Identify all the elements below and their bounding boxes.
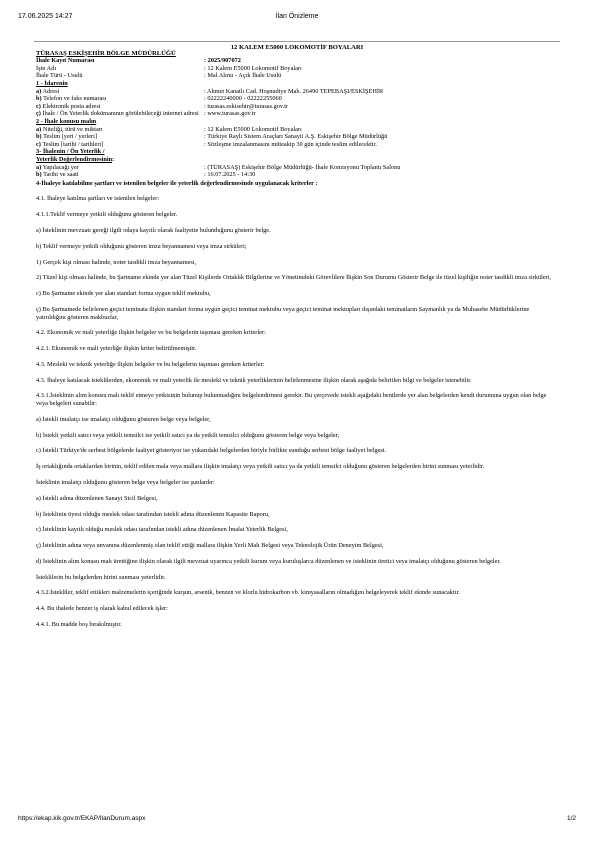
info-value: : Sözleşme imzalanmasını müteakip 30 gün içinde teslim edilecektir.	[204, 140, 377, 148]
section-heading-mal: 2 - İhale konusu malın	[36, 117, 97, 125]
print-page-number: 1/2	[566, 815, 576, 822]
criteria-paragraph: İş ortaklığında ortaklardan birinin, teklif edilen mala veya mallara ilişkin imalatçı veya yetkili satıcı ya da yetkili temsilci olduğunu gösteren belgelerden birini sunması yeterlidir.	[36, 463, 485, 471]
paragraph-spacer	[36, 455, 558, 463]
paragraph-spacer	[36, 298, 558, 306]
criteria-paragraph: 2) Tüzel kişi olması halinde, bu Şartname ekinde yer alan Tüzel Kişilerde Ortaklık Bilgilerine ve Yönetimdeki Görevlilere İlişkin Son Durumu Gösterir Belge ile tüzel kişiliğin noter tasdikli imza sirküleri,	[36, 274, 552, 282]
paragraph-spacer	[36, 597, 558, 605]
criteria-paragraph: c) İsteklinin kayıtlı olduğu meslek odası tarafından istekli adına düzenlenen İmalat Yeterlik Belgesi,	[36, 526, 288, 534]
item-letter: a)	[36, 87, 42, 95]
print-header	[18, 13, 576, 25]
info-value: : 12 Kalem E5000 Lokomotif Boyaları	[204, 125, 302, 133]
section-heading-colon: :	[112, 155, 115, 163]
organization-name: TÜRASAŞ ESKİŞEHİR BÖLGE MÜDÜRLÜĞÜ	[36, 49, 176, 57]
criteria-paragraph: İsteklinin imalatçı olduğunu gösteren belge veya belgeler ise şunlardır:	[36, 478, 215, 486]
criteria-paragraph: a) İstekli adına düzenlenen Sanayi Sicil Belgesi,	[36, 494, 158, 502]
info-row	[36, 164, 558, 172]
item-letter: b)	[36, 133, 42, 141]
criteria-paragraph: 4.4.1. Bu madde boş bırakılmıştır.	[36, 620, 122, 628]
item-letter: b)	[36, 95, 42, 103]
info-value: : Türkiye Raylı Sistem Araçları Sanayii A.Ş. Eskişehir Bölge Müdürlüğü	[204, 133, 388, 141]
paragraph-spacer	[36, 187, 558, 195]
item-letter: a)	[36, 163, 42, 171]
paragraph-spacer	[36, 439, 558, 447]
criteria-paragraph: a) İstekli imalatçı ise imalatçı olduğunu gösteren belge veya belgeler,	[36, 415, 211, 423]
criteria-paragraph: 4.3. İhaleye katılacak isteklilerden, ekonomik ve mali yeterlik ile mesleki ve teknik yeterliklerinin belirlenmesine ilişkin olarak aşağıda belirtilen bilgi ve belgeler istenebilir.	[36, 376, 472, 384]
paragraph-spacer	[36, 282, 558, 290]
info-key: Adresi	[41, 87, 60, 95]
paragraph-spacer	[36, 353, 558, 361]
print-footer	[18, 815, 576, 827]
mal-table	[36, 126, 558, 149]
criteria-paragraph: 4.3.2.İstekliler, teklif ettikleri malzemelerin içeriğinde kurşun, arsenik, benzen ve klorlu hidrokarbon vb. kimyasalların olmadığını belgeleyerek teklif ekinde sunacaktır.	[36, 589, 460, 597]
paragraph-spacer	[36, 502, 558, 510]
paragraph-spacer	[36, 550, 558, 558]
info-value: : 16.07.2025 - 14:30	[204, 171, 256, 179]
criteria-paragraph: d) İsteklinin alım konusu malı ürettiğine ilişkin olarak ilgili mevzuat uyarınca yetkili kurum veya kuruluşlarca düzenlenen ve isteklinin üretici veya imalatçı olduğunu gösteren belgeler.	[36, 557, 501, 565]
paragraph-spacer	[36, 518, 558, 526]
info-key: Teslim [yeri / yerleri]	[41, 133, 98, 141]
criteria-paragraph: 4.3.1.İsteklinin alım konusu malı teklif etmeye yetkisinin bulunup bulunmadığını belgelendirmesi gerekir. Bu çerçevede istekli aşağıdaki bentlerde yer alan belgelerden kendi durumuna uygun olan belge veya belgeleri sunabilir:	[36, 392, 547, 408]
idare-table	[36, 88, 558, 118]
info-key: Telefon ve faks numarası	[41, 95, 107, 103]
paragraph-spacer	[36, 565, 558, 573]
top-info-table	[36, 57, 558, 80]
info-key: İhale / Ön Yeterlik dokümanının görülebileceği internet adresi	[40, 110, 199, 118]
item-letter: c)	[36, 140, 41, 148]
yeterlik-table	[36, 164, 558, 179]
info-key: Niteliği, türü ve miktarı	[41, 125, 103, 133]
info-value: : 02222240000 - 02222255060	[204, 95, 282, 103]
paragraph-spacer	[36, 337, 558, 345]
item-letter: a)	[36, 125, 42, 133]
criteria-paragraph: 4.1. İhaleye katılma şartları ve istenilen belgeler:	[36, 195, 160, 203]
info-value: : 2025/907072	[204, 57, 241, 65]
header-divider	[34, 41, 560, 42]
info-row	[36, 65, 558, 73]
paragraph-spacer	[36, 471, 558, 479]
section-heading-line: 3- İhalenin / Ön Yeterlik /	[36, 148, 105, 156]
criteria-heading: 4-İhaleye katılabilme şartları ve istenilen belgeler ile yeterlik değerlendirmesinde uygulanacak kriterler :	[36, 179, 318, 187]
paragraph-spacer	[36, 266, 558, 274]
criteria-paragraph: 4.2. Ekonomik ve mali yeterliğe ilişkin belgeler ve bu belgelerin taşıması gereken kriterler:	[36, 329, 266, 337]
info-key: Yapılacağı yer	[41, 163, 79, 171]
paragraph-spacer	[36, 487, 558, 495]
criteria-paragraph: c) İstekli Türkiye'de serbest bölgelerde faaliyet gösteriyor ise yukarıdaki belgelerden biriyle birlikte sunduğu serbest bölge faaliyet belgesi.	[36, 447, 387, 455]
info-row	[36, 141, 558, 149]
criteria-paragraph: İsteklilerin bu belgelerden birini sunması yeterlidir.	[36, 573, 166, 581]
info-row	[36, 133, 558, 141]
info-value: : www.turasas.gov.tr	[204, 110, 256, 118]
info-row	[36, 103, 558, 111]
criteria-paragraph: ç) İsteklinin adına veya unvanına düzenlenmiş olan teklif ettiği mallara ilişkin Yerli Malı Belgesi veya Teknolojik Ürün Deneyim Belgesi,	[36, 542, 384, 550]
info-row	[36, 88, 558, 96]
criteria-paragraph: b) Teklif vermeye yetkili olduğunu gösteren imza beyannamesi veya imza sirküleri;	[36, 242, 247, 250]
section-heading-yeterlik	[36, 148, 558, 163]
criteria-body	[36, 187, 558, 628]
document-title: 12 KALEM E5000 LOKOMOTİF BOYALARI	[230, 44, 364, 51]
info-row	[36, 72, 558, 80]
paragraph-spacer	[36, 203, 558, 211]
paragraph-spacer	[36, 368, 558, 376]
criteria-paragraph: a) İsteklinin mevzuatı gereği ilgili odaya kayıtlı olarak faaliyette bulunduğunu gösterir belge.	[36, 227, 271, 235]
item-letter: ç)	[36, 110, 41, 118]
announcement-document	[36, 44, 558, 629]
item-letter: b)	[36, 171, 42, 179]
paragraph-spacer	[36, 250, 558, 258]
paragraph-spacer	[36, 321, 558, 329]
info-key: İşin Adı	[36, 64, 57, 72]
criteria-paragraph: c) Bu Şartname ekinde yer alan standart forma uygun teklif mektubu,	[36, 290, 211, 298]
info-key: Elektronik posta adresi	[40, 102, 101, 110]
info-key: İhale Kayıt Numarası	[36, 57, 95, 65]
paragraph-spacer	[36, 613, 558, 621]
paragraph-spacer	[36, 235, 558, 243]
paragraph-spacer	[36, 534, 558, 542]
item-letter: c)	[36, 102, 41, 110]
section-heading-line: Yeterlik Değerlendirmesinin	[36, 155, 113, 163]
paragraph-spacer	[36, 219, 558, 227]
print-datetime: 17.06.2025 14:27	[18, 13, 73, 20]
info-key: İhale Türü - Usulü	[36, 72, 83, 80]
criteria-paragraph: b) İstekli yetkili satıcı veya yetkili temsilci ise yetkili satıcı ya da yetkili temsilci olduğunu gösteren belge veya belgeler,	[36, 431, 340, 439]
paragraph-spacer	[36, 581, 558, 589]
info-row	[36, 171, 558, 179]
section-heading-idare: 1 - İdarenin	[36, 79, 68, 87]
print-page-title: İlan Önizleme	[275, 13, 319, 20]
info-row	[36, 126, 558, 134]
print-url: https://ekap.kik.gov.tr/EKAP/IlanDurum.aspx	[18, 815, 146, 822]
info-key: Teslim [tarihi / tarihleri]	[40, 140, 104, 148]
criteria-paragraph: 4.2.1. Ekonomik ve mali yeterliğe ilişkin kriter belirtilmemiştir.	[36, 345, 197, 353]
paragraph-spacer	[36, 408, 558, 416]
info-key: Tarihi ve saati	[41, 171, 79, 179]
info-row	[36, 57, 558, 65]
criteria-paragraph: b) İsteklinin üyesi olduğu meslek odası tarafından istekli adına düzenlenen Kapasite Raporu,	[36, 510, 270, 518]
criteria-paragraph: ç) Bu Şartnamede belirlenen geçici teminata ilişkin standart forma uygun geçici teminat mektubu veya geçici teminat mektupları dışındaki teminatların Saymanlık ya da Muhasebe Müdürlüklerine yatırıldığını gösteren makbuzlar,	[36, 305, 530, 321]
info-value: : Mal Alımı - Açık İhale Usulü	[204, 72, 282, 80]
paragraph-spacer	[36, 423, 558, 431]
criteria-paragraph: 4.4. Bu ihalede benzer iş olarak kabul edilecek işler:	[36, 605, 168, 613]
info-value: : (TÜRASAŞ) Eskişehir Bölge Müdürlüğü- İhale Komisyonu Toplantı Salonu	[204, 163, 401, 171]
info-row	[36, 110, 558, 118]
paragraph-spacer	[36, 384, 558, 392]
info-value: : 12 Kalem E5000 Lokomotif Boyaları	[204, 64, 302, 72]
info-value: : turasas.eskisehir@turasas.gov.tr	[204, 102, 289, 110]
info-value: : Ahmet Kanatlı Cad. Hoşnudiye Mah. 26490 TEPEBAŞI/ESKİŞEHİR	[204, 87, 384, 95]
criteria-paragraph: 4.1.1.Teklif vermeye yetkili olduğunu gösteren belgeler.	[36, 211, 178, 219]
info-row	[36, 95, 558, 103]
criteria-paragraph: 4.3. Mesleki ve teknik yeterliğe ilişkin belgeler ve bu belgelerin taşıması gereken kriterler:	[36, 360, 265, 368]
criteria-paragraph: 1) Gerçek kişi olması halinde, noter tasdikli imza beyannamesi,	[36, 258, 197, 266]
